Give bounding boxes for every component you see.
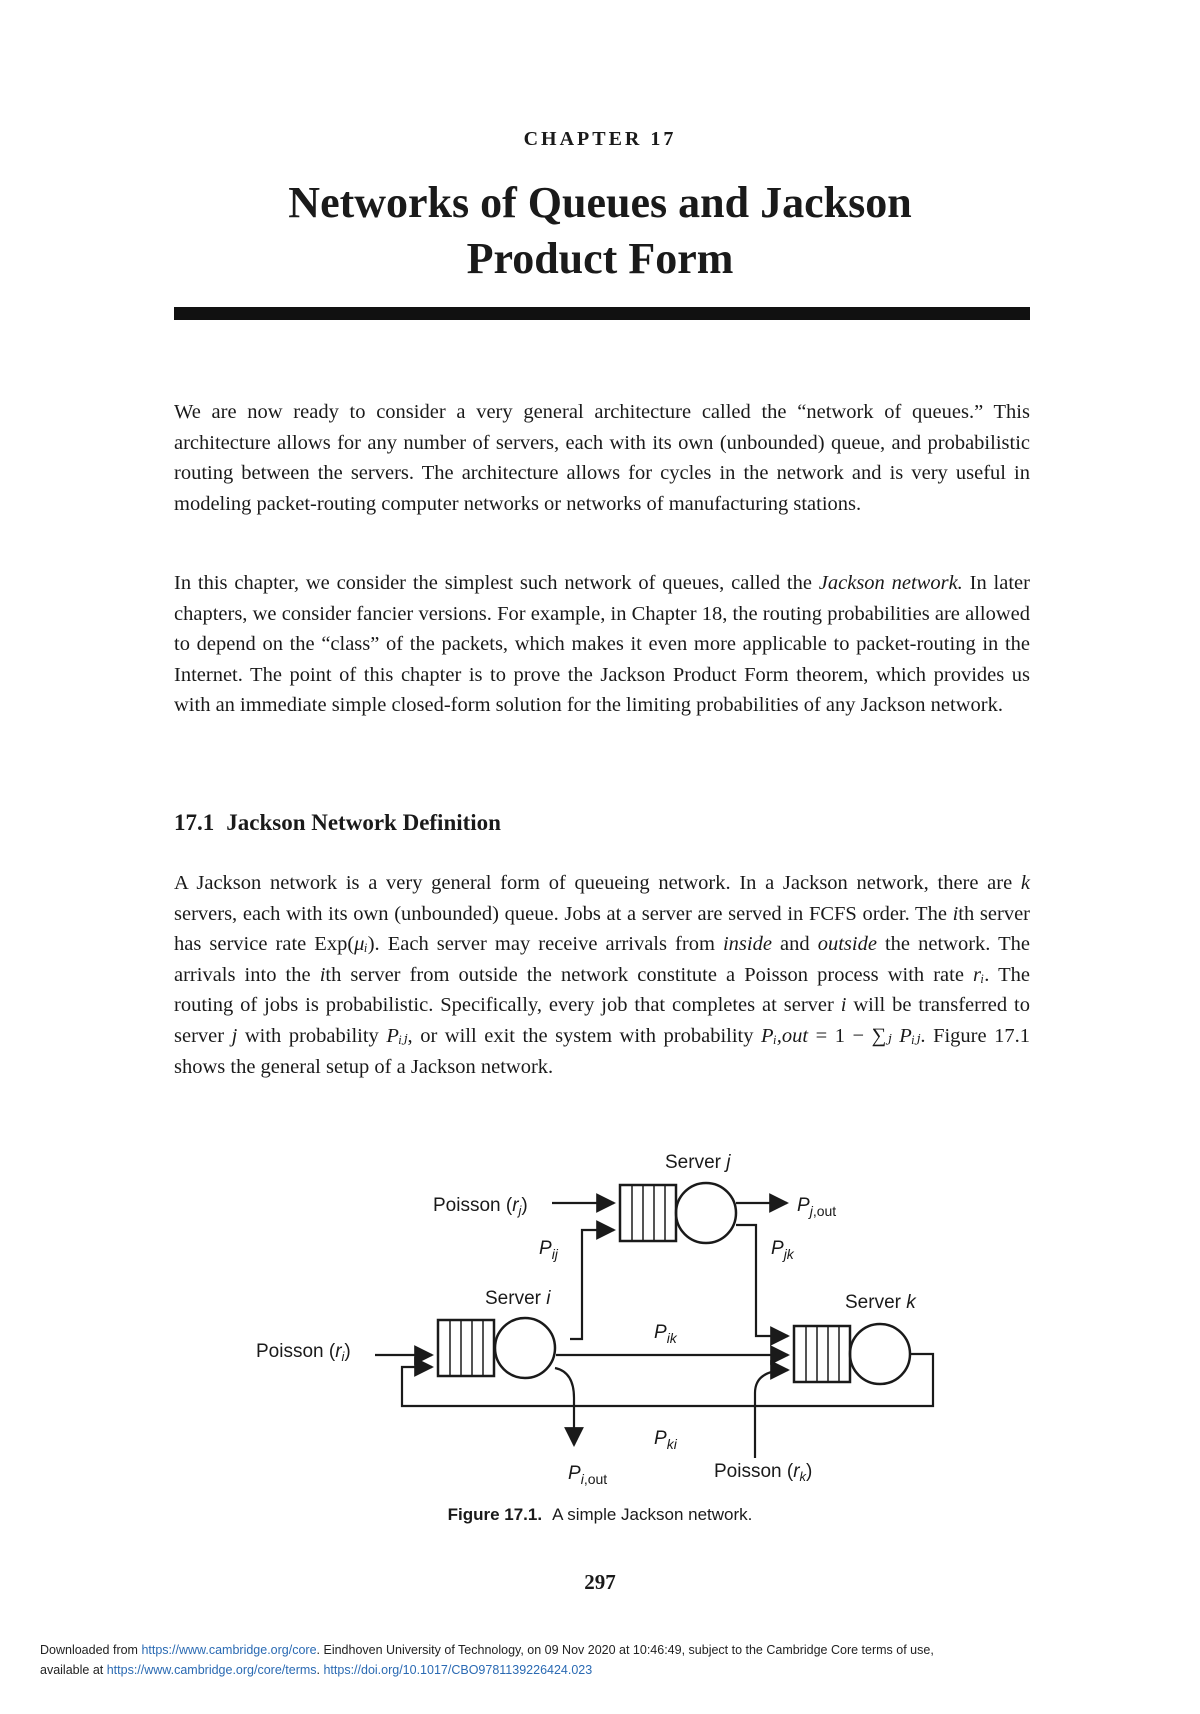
section-title: Jackson Network Definition — [226, 810, 501, 835]
title-rule — [174, 307, 1030, 320]
server-j-circle — [676, 1183, 736, 1243]
math-k: k — [1020, 872, 1030, 894]
server-k-circle — [850, 1324, 910, 1384]
section-number: 17.1 — [174, 810, 215, 835]
chapter-title-line-1: Networks of Queues and Jackson — [288, 178, 912, 227]
p2-text-a: In this chapter, we consider the simplest such network of queues, called the — [174, 572, 819, 594]
label-pi-out: $P_i,out$ — [568, 1463, 608, 1487]
caption-label: Figure 17.1. — [447, 1505, 543, 1524]
label-pjk: $P_{jk}$ — [771, 1238, 794, 1262]
server-k — [794, 1324, 910, 1384]
section-heading — [174, 810, 501, 836]
sec-text: will be transferred to server — [174, 994, 1030, 1047]
figure-caption — [0, 1505, 1200, 1525]
sec-text: A Jackson network is a very general form of queueing network. In a Jackson network, there are — [174, 872, 1021, 894]
arrow-poisson-rk — [755, 1370, 788, 1458]
math-r-i: rᵢ — [973, 963, 985, 986]
label-poisson-ri: Poisson $(r_i)$ — [256, 1341, 351, 1364]
sec-text: servers, each with its own (unbounded) queue. Jobs at a server are served in FCFS order. The — [174, 902, 953, 925]
p2-emphasis: Jackson network. — [818, 572, 963, 594]
label-pj-out: $P_j,out$ — [797, 1195, 837, 1219]
sec-text: . Figure 17.1 shows the general setup of a Jackson network. — [174, 1024, 1030, 1078]
word-inside: inside — [722, 933, 772, 956]
chapter-title-line-2: Product Form — [466, 234, 734, 283]
math-i: i — [952, 902, 959, 925]
footer-line-1 — [40, 1640, 1180, 1660]
footer-text: . — [316, 1663, 324, 1677]
arrow-pij — [570, 1230, 614, 1339]
queue-i — [438, 1320, 494, 1376]
label-server-k: Server k — [845, 1292, 916, 1313]
footer-line-2 — [40, 1660, 1180, 1680]
label-pik: $P_{ik}$ — [654, 1322, 677, 1346]
label-pki: $P_{ki}$ — [654, 1428, 677, 1452]
sec-text: th server from outside the network constitute a Poisson process with rate — [325, 963, 974, 986]
word-outside: outside — [817, 933, 877, 956]
math-sum: ∑ⱼ Pᵢⱼ — [871, 1024, 921, 1047]
sec-text: the network. The arrivals into the — [174, 933, 1030, 986]
label-poisson-rj: Poisson $(r_j)$ — [433, 1195, 528, 1218]
sec-text: with probability — [237, 1024, 387, 1047]
math-mu-i: μᵢ — [354, 933, 368, 956]
server-i — [438, 1318, 555, 1378]
chapter-title — [0, 175, 1200, 287]
label-server-j: Server j — [665, 1152, 731, 1173]
label-pij: $P_{ij}$ — [539, 1238, 558, 1262]
footer-text: . Eindhoven University of Technology, on 09 Nov 2020 at 10:46:49, subject to the Cambridge Core terms of use, — [316, 1643, 934, 1657]
sec-text: th server has service rate Exp( — [174, 902, 1030, 956]
intro-paragraph-1: We are now ready to consider a very general architecture called the “network of queues.” This architecture allows for any number of servers, each with its own (unbounded) queue, and probabilistic routing between the servers. The architecture allows for cycles in the network and is very useful in modeling packet-routing computer networks or networks of manufacturing stations. — [174, 401, 1030, 515]
sec-text: and — [771, 933, 818, 956]
queue-k-slots — [806, 1326, 839, 1382]
sec-text: = 1 − — [808, 1024, 872, 1047]
section-paragraph — [174, 868, 1030, 1082]
chapter-label: CHAPTER 17 — [523, 128, 677, 150]
intro-paragraph-2 — [174, 568, 1030, 721]
jackson-network-figure — [0, 1140, 1200, 1520]
queue-j-slots — [632, 1185, 665, 1241]
math-i: i — [319, 963, 326, 986]
queue-j — [620, 1185, 676, 1241]
download-footer — [40, 1640, 1180, 1680]
math-p-ij: Pᵢⱼ — [386, 1024, 408, 1047]
sec-text: . The routing of jobs is probabilistic. Specifically, every job that completes at server — [174, 963, 1030, 1017]
arrow-pki — [402, 1354, 933, 1406]
footer-text: Downloaded from — [40, 1643, 142, 1657]
math-j: j — [231, 1024, 238, 1047]
math-p-iout: Pᵢ,out — [761, 1024, 809, 1047]
math-i: i — [840, 994, 847, 1017]
sec-text: ). Each server may receive arrivals from — [367, 933, 723, 956]
footer-link-doi[interactable]: https://doi.org/10.1017/CBO9781139226424.023 — [323, 1663, 593, 1677]
label-poisson-rk: Poisson $(r_k)$ — [714, 1461, 813, 1484]
footer-text: available at — [40, 1663, 107, 1677]
queue-k — [794, 1326, 850, 1382]
p2-text-b: In later chapters, we consider fancier versions. For example, in Chapter 18, the routing probabilities are allowed to depend on the “class” of the packets, which makes it even more applicable to packet-routing in the Internet. The point of this chapter is to prove the Jackson Product Form theorem, which provides us with an immediate simple closed-form solution for the limiting probabilities of any Jackson network. — [174, 572, 1030, 717]
sec-text: , or will exit the system with probability — [407, 1024, 762, 1047]
server-j — [620, 1183, 736, 1243]
footer-link-core[interactable]: https://www.cambridge.org/core — [141, 1643, 317, 1657]
caption-text: A simple Jackson network. — [552, 1505, 753, 1524]
footer-link-terms[interactable]: https://www.cambridge.org/core/terms — [106, 1663, 317, 1677]
server-i-circle — [495, 1318, 555, 1378]
queue-i-slots — [450, 1320, 483, 1376]
page-number: 297 — [584, 1570, 616, 1594]
label-server-i: Server i — [485, 1288, 551, 1309]
